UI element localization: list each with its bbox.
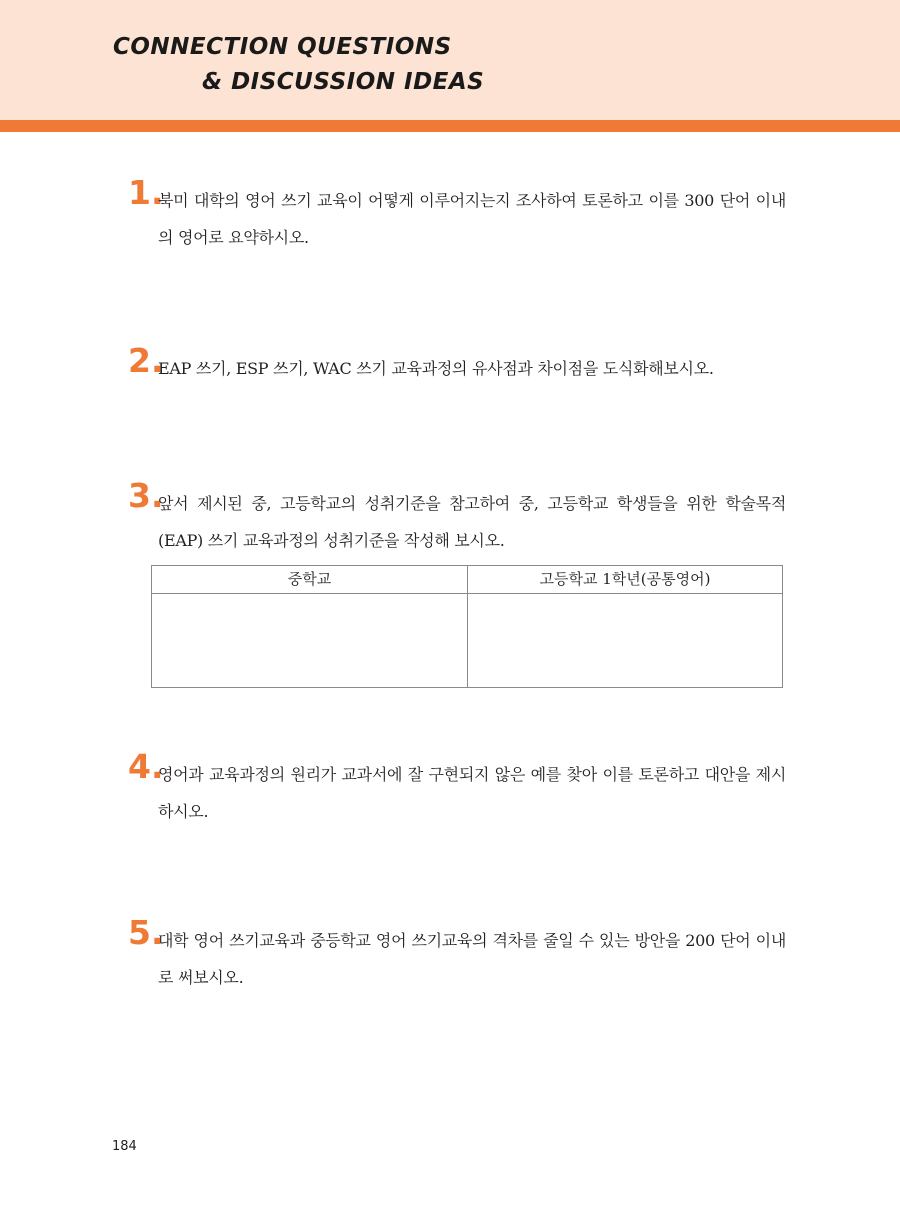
header-accent-bar [0, 120, 900, 132]
question-text: 대학 영어 쓰기교육과 중등학교 영어 쓰기교육의 격차를 줄일 수 있는 방안을 200 단어 이내로 써보시오. [158, 931, 786, 987]
section-title-line1: CONNECTION QUESTIONS [113, 34, 452, 60]
table-header-middle-school: 중학교 [152, 566, 468, 594]
page-header [0, 0, 900, 120]
page-number: 184 [112, 1139, 137, 1154]
question-number: 5. [128, 913, 164, 952]
section-title-line2: & DISCUSSION IDEAS [202, 69, 485, 95]
question-text: 영어과 교육과정의 원리가 교과서에 잘 구현되지 않은 예를 찾아 이를 토론하고 대안을 제시하시오. [158, 765, 786, 821]
table-header-high-school: 고등학교 1학년(공통영어) [468, 566, 782, 594]
table-cell-middle-school [152, 594, 468, 687]
question-number: 2. [128, 341, 164, 380]
question-text: EAP 쓰기, ESP 쓰기, WAC 쓰기 교육과정의 유사점과 차이점을 도식화해보시오. [158, 359, 714, 378]
question-number: 4. [128, 747, 164, 786]
question-text: 북미 대학의 영어 쓰기 교육이 어떻게 이루어지는지 조사하여 토론하고 이를 300 단어 이내의 영어로 요약하시오. [158, 191, 786, 247]
question-number: 1. [128, 173, 164, 212]
question-text: 앞서 제시된 중, 고등학교의 성취기준을 참고하여 중, 고등학교 학생들을 위한 학술목적(EAP) 쓰기 교육과정의 성취기준을 작성해 보시오. [158, 494, 786, 550]
table-cell-high-school [468, 594, 782, 687]
achievement-standards-table [151, 565, 783, 688]
question-number: 3. [128, 476, 164, 515]
